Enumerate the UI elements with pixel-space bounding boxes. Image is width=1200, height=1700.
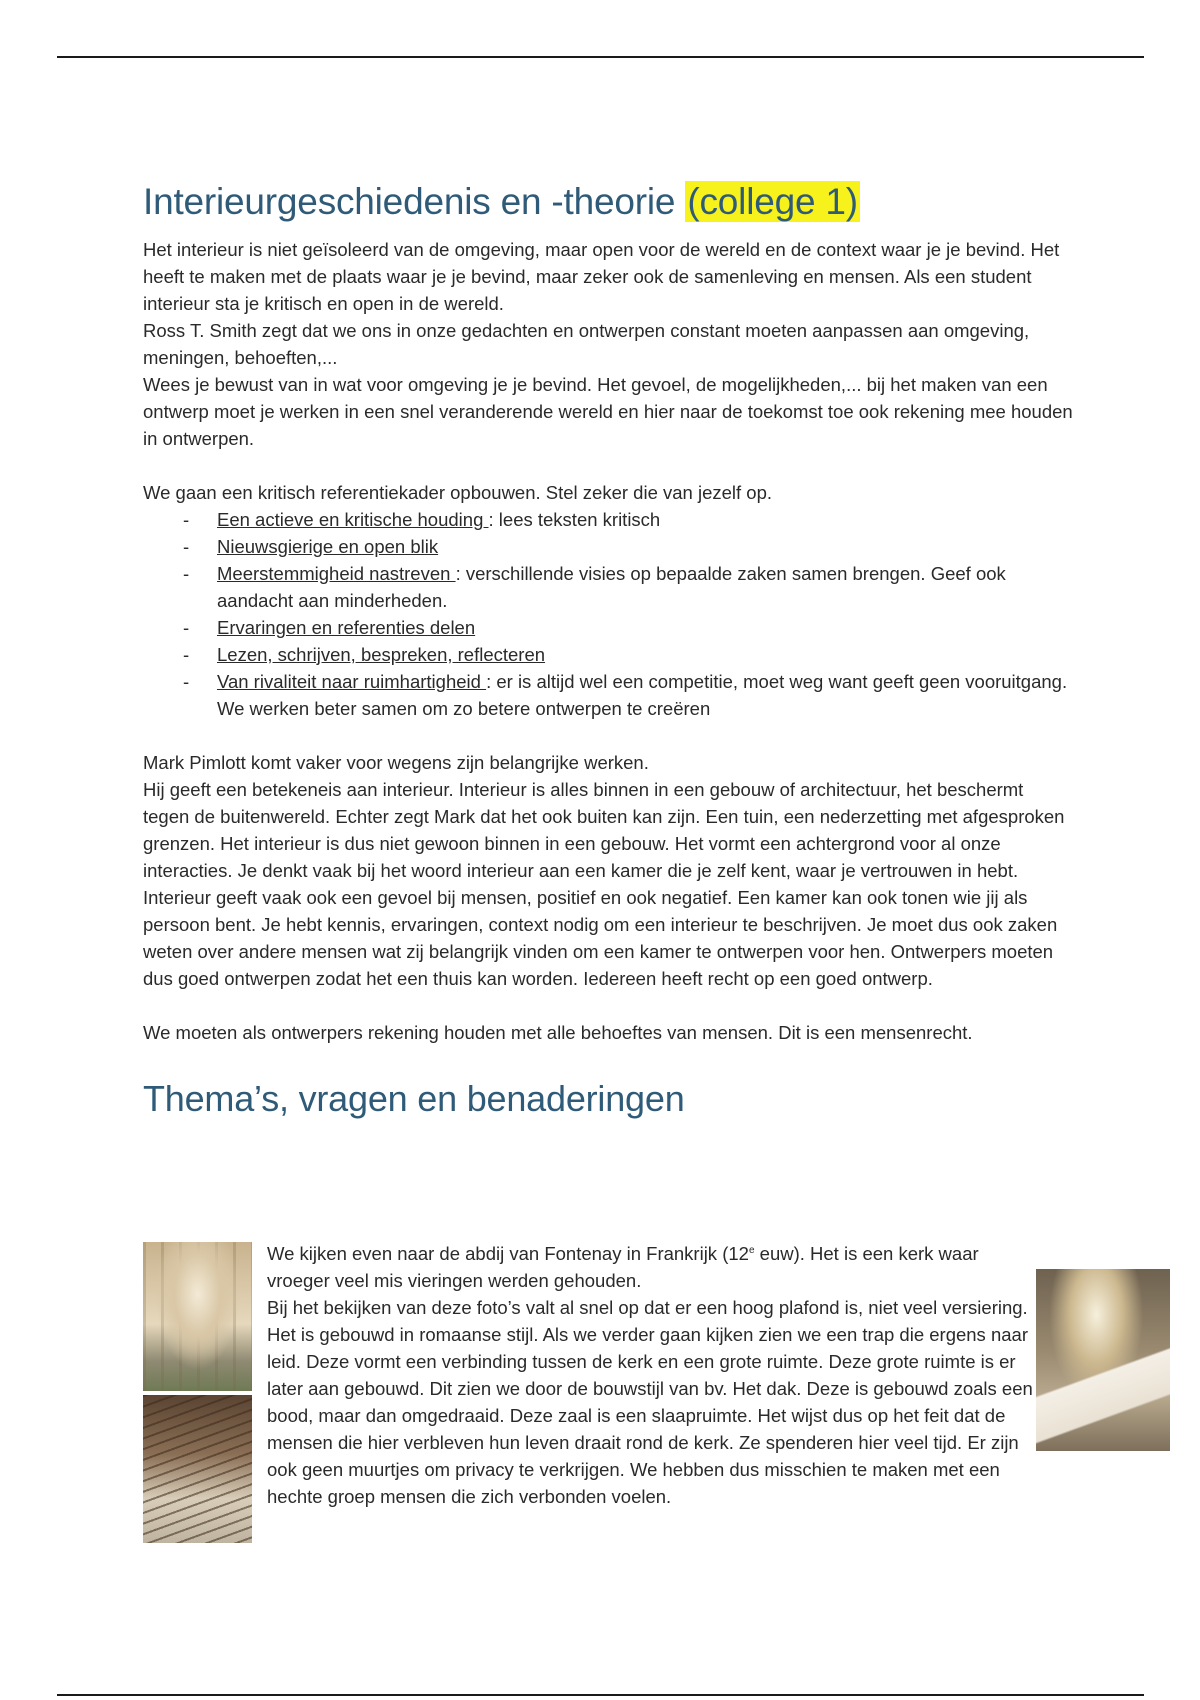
- document-body: [143, 178, 1073, 1132]
- header-rule: [57, 56, 1144, 58]
- pimlott-paragraph-3: We moeten als ontwerpers rekening houden met alle behoeftes van mensen. Dit is een mensenrecht.: [143, 1022, 973, 1043]
- list-item: - Lezen, schrijven, bespreken, reflecteren: [183, 641, 1073, 668]
- title-highlight: (college 1): [687, 181, 858, 222]
- intro-paragraph-3: Wees je bewust van in wat voor omgeving je je bevind. Het gevoel, de mogelijkheden,... bij het maken van een ontwerp moet je werken in een snel veranderende wereld en hier naar de toekomst toe ook rekening mee houden in ontwerpen.: [143, 374, 1073, 449]
- list-item: - Ervaringen en referenties delen: [183, 614, 1073, 641]
- fontenay-paragraph-2: Bij het bekijken van deze foto’s valt al snel op dat er een hoog plafond is, niet veel versiering. Het is gebouwd in romaanse stijl. Als we verder gaan kijken zien we een trap die ergens naar leid. Deze vormt een verbinding tussen de kerk en een grote ruimte. Deze grote ruimte is er later aan gebouwd. Dit zien we door de bouwstijl van bv. Het dak. Deze is gebouwd zoals een bood, maar dan omgedraaid. Deze zaal is een slaapruimte. Het wijst dus op het feit dat de mensen die hier verbleven hun leven draait rond de kerk. Ze spenderen hier veel tijd. Er zijn ook geen muurtjes om privacy te verkrijgen. We hebben dus misschien te maken met een hechte groep mensen die zich verbonden voelen.: [267, 1297, 1033, 1508]
- intro-paragraph-1: Het interieur is niet geïsoleerd van de omgeving, maar open voor de wereld en de context waar je je bevind. Het heeft te maken met de plaats waar je je bevind, maar zeker ook de samenleving en mensen. Als een student interieur sta je kritisch en open in de wereld.: [143, 239, 1060, 314]
- fontenay-paragraph-1: We kijken even naar de abdij van Fontenay in Frankrijk (12e euw). Het is een kerk waar vroeger veel mis vieringen werden gehouden.: [267, 1243, 979, 1292]
- church-nave-photo: [143, 1242, 252, 1391]
- pimlott-paragraph-1: Mark Pimlott komt vaker voor wegens zijn belangrijke werken.: [143, 752, 649, 773]
- list-item: - Van rivaliteit naar ruimhartigheid : er is altijd wel een competitie, moet weg want geeft geen vooruitgang. We werken beter samen om zo betere ontwerpen te creëren: [183, 668, 1073, 722]
- page-title: Interieurgeschiedenis en -theorie (college 1): [143, 181, 858, 222]
- list-item: - Meerstemmigheid nastreven : verschillende visies op bepaalde zaken samen brengen. Geef ook aandacht aan minderheden.: [183, 560, 1073, 614]
- pimlott-paragraph-2: Hij geeft een betekeneis aan interieur. Interieur is alles binnen in een gebouw of architectuur, het beschermt tegen de buitenwereld. Echter zegt Mark dat het ook buiten kan zijn. Een tuin, een nederzetting met afgesproken grenzen. Het interieur is dus niet gewoon binnen in een gebouw. Het vormt een achtergrond voor al onze interacties. Je denkt vaak bij het woord interieur aan een kamer die je zelf kent, waar je vertrouwen in hebt. Interieur geeft vaak ook een gevoel bij mensen, positief en ook negatief. Een kamer kan ook tonen wie jij als persoon bent. Je hebt kennis, ervaringen, context nodig om een interieur te beschrijven. Je moet dus ook zaken weten over andere mensen wat zij belangrijk vinden om een kamer te ontwerpen voor hen. Ontwerpers moeten dus goed ontwerpen zodat het een thuis kan worden. Iedereen heeft recht op een goed ontwerp.: [143, 779, 1065, 989]
- intro-paragraph-4: We gaan een kritisch referentiekader opbouwen. Stel zeker die van jezelf op.: [143, 482, 773, 503]
- list-item: - Een actieve en kritische houding : lees teksten kritisch: [183, 506, 1073, 533]
- dormitory-hall-photo: [143, 1395, 252, 1543]
- intro-paragraph-2: Ross T. Smith zegt dat we ons in onze gedachten en ontwerpen constant moeten aanpassen aan omgeving, meningen, behoeften,...: [143, 320, 1030, 368]
- section-heading: Thema’s, vragen en benaderingen: [143, 1078, 685, 1119]
- list-item: - Nieuwsgierige en open blik: [183, 533, 1073, 560]
- fontenay-text: [267, 1237, 1037, 1510]
- footer-rule: [57, 1694, 1144, 1696]
- attitude-list: [143, 506, 1073, 722]
- stairway-photo: [1036, 1269, 1170, 1451]
